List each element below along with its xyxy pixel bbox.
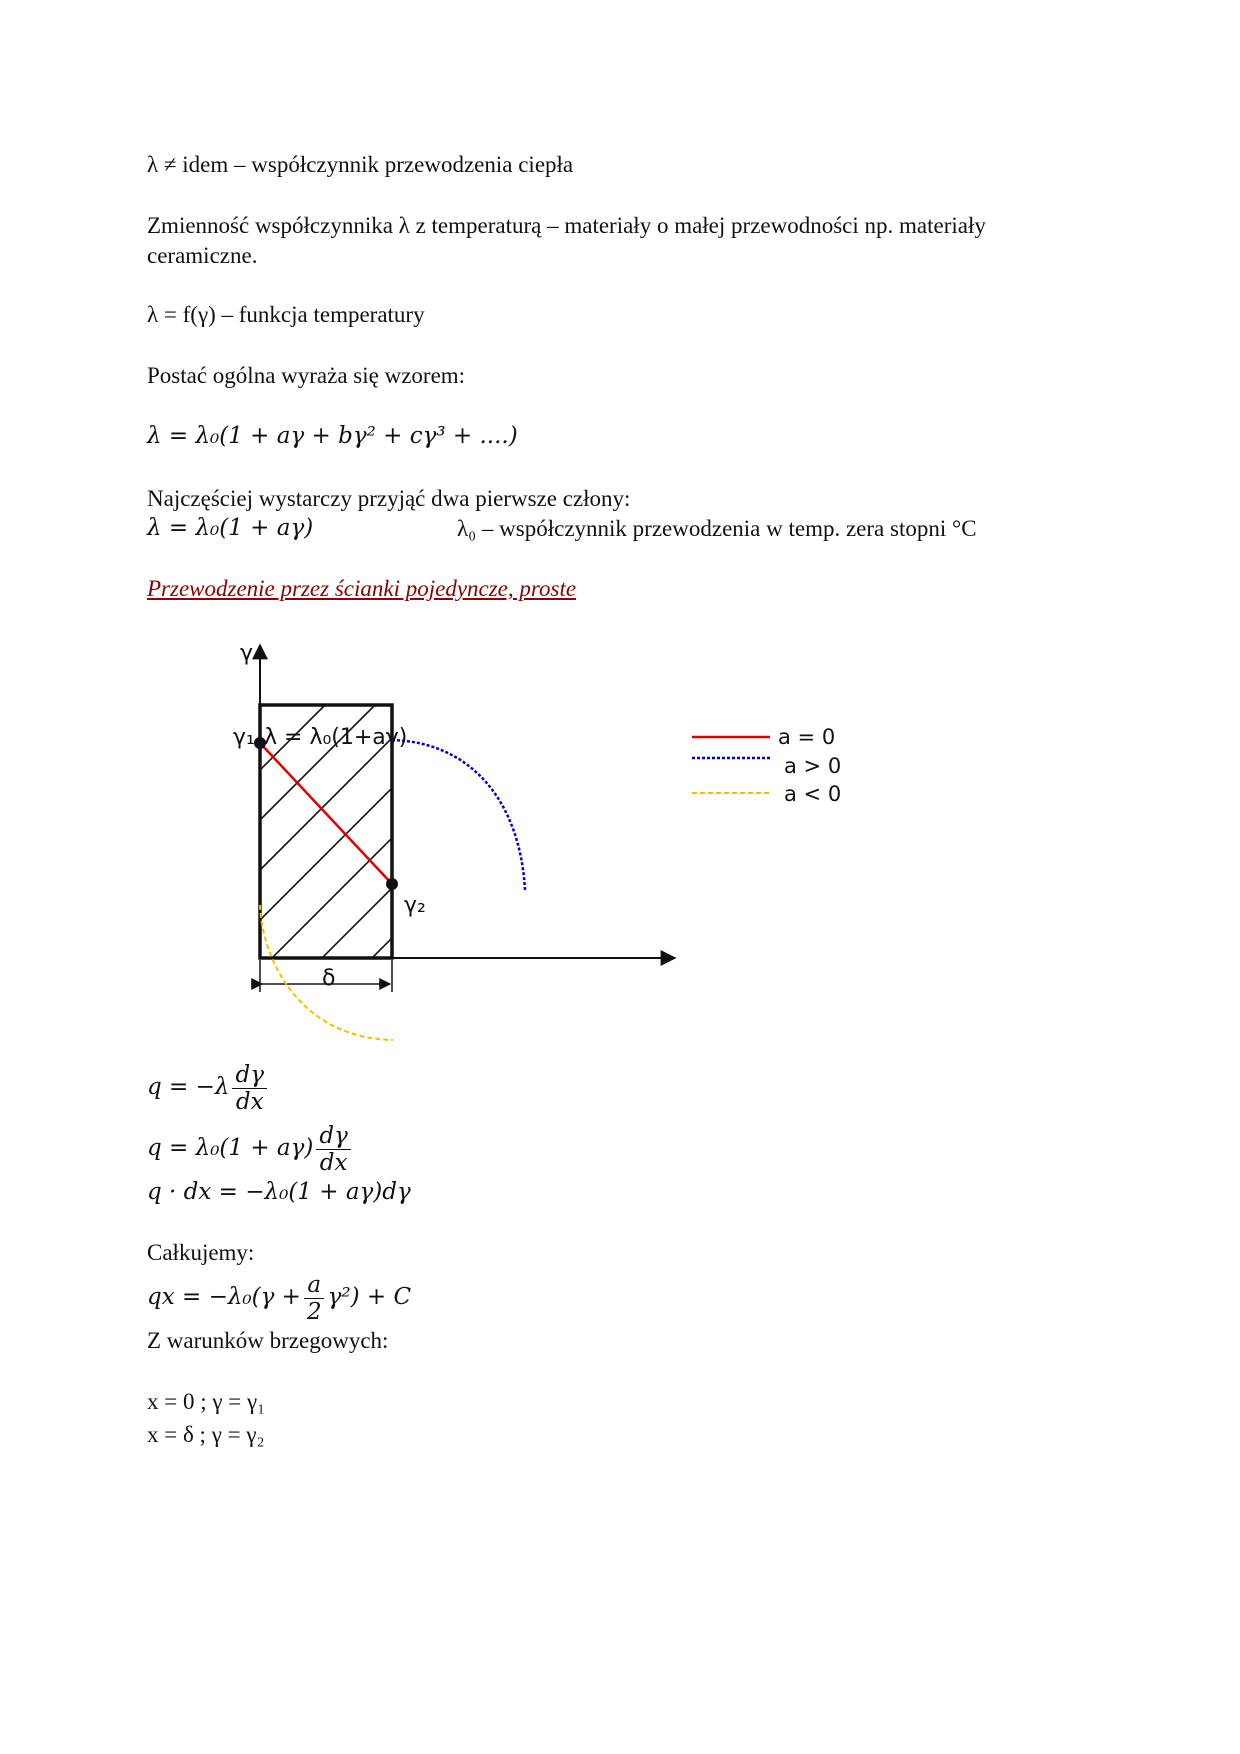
equation-general: λ = λ₀(1 + aγ + bγ² + cγ³ + ....) (147, 423, 518, 449)
inner-formula: λ = λ₀(1+aγ) (264, 725, 408, 750)
delta-label: δ (322, 966, 336, 991)
line-ceramic: ceramiczne. (147, 243, 258, 268)
line-integrate: Całkujemy: (147, 1240, 255, 1265)
equation-linear: λ = λ₀(1 + aγ) (147, 515, 314, 541)
curve-a-zero (260, 743, 392, 884)
gamma1-label: γ₁ (233, 725, 255, 750)
y-axis-label: γ (240, 641, 254, 666)
section-heading[interactable]: Przewodzenie przez ścianki pojedyncze, proste (147, 576, 577, 601)
gamma2-label: γ₂ (404, 893, 426, 918)
wall-hatching (260, 705, 425, 1070)
boundary-condition-2: x = δ ; γ = γ₂ (147, 1422, 265, 1447)
equation-fourier: q = −λ $\frac{d\gamma}{dx}$ (147, 1060, 270, 1115)
line-variability: Zmienność współczynnika λ z temperaturą – materiały o małej przewodności np. materiały (147, 213, 986, 238)
line-general-form: Postać ogólna wyraża się wzorem: (147, 363, 466, 388)
legend-label-a-negative: a < 0 (784, 782, 842, 806)
line-two-terms: Najczęściej wystarczy przyjąć dwa pierwsze człony: (147, 486, 631, 511)
legend-label-a-zero: a = 0 (778, 725, 836, 749)
equation-separated: q · dx = −λ₀(1 + aγ)dγ (147, 1179, 411, 1205)
point-gamma2 (386, 878, 398, 890)
equation-fourier-linear: q = λ₀(1 + aγ) $\frac{d\gamma}{dx}$ (147, 1121, 354, 1176)
line-lambda-idem: λ ≠ idem – współczynnik przewodzenia ciepła (147, 152, 574, 177)
curve-a-positive (392, 740, 525, 890)
legend-label-a-positive: a > 0 (784, 754, 842, 778)
legend (692, 725, 841, 806)
line-function-of-temp: λ = f(γ) – funkcja temperatury (147, 302, 425, 327)
equation-integrated: qx = −λ₀(γ + $\frac{a}{2}$ γ²) + C (147, 1271, 412, 1325)
line-boundary-conditions: Z warunków brzegowych: (147, 1328, 389, 1353)
boundary-condition-1: x = 0 ; γ = γ₁ (147, 1389, 266, 1414)
equation-note: λ₀ – współczynnik przewodzenia w temp. zera stopni °C (457, 516, 977, 541)
